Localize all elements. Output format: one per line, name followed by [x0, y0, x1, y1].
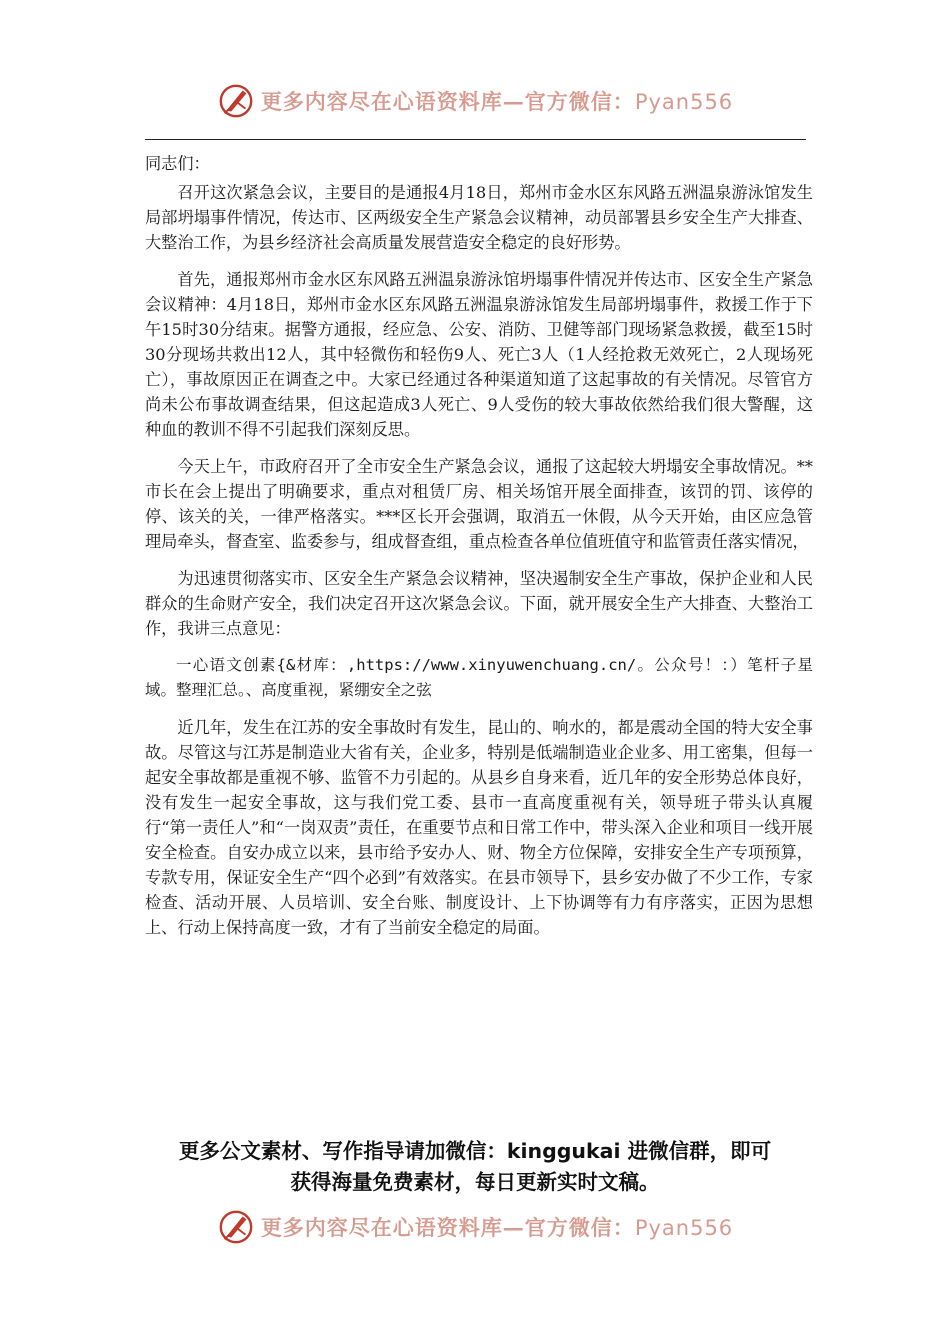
watermark-text: 更多内容尽在心语资料库—官方微信：Pyan556 — [260, 89, 734, 114]
paragraph: 召开这次紧急会议，主要目的是通报4月18日，郑州市金水区东风路五洲温泉游泳馆发生局部坍塌事件情况，传达市、区两级安全生产紧急会议精神，动员部署县乡安全生产大排查、大整治工作，为县乡经济社会高质量发展营造安全稳定的良好形势。 — [145, 183, 813, 252]
watermark-text: 更多内容尽在心语资料库—官方微信：Pyan556 — [260, 1215, 734, 1240]
section-heading-paragraph: 一心语文创素{&材库：,https://www.xinyuwenchuang.cn/。公众号！：）笔杆子星域。整理汇总。、高度重视，紧绷安全之弦 — [145, 656, 813, 699]
document-body — [145, 151, 813, 952]
footer-advertisement — [120, 1136, 830, 1198]
salutation: 同志们： — [145, 154, 210, 173]
header-divider — [145, 139, 806, 140]
footer-ad-line: 更多公文素材、写作指导请加微信：kinggukai 进微信群，即可 — [178, 1139, 772, 1163]
paragraph: 今天上午，市政府召开了全市安全生产紧急会议，通报了这起较大坍塌安全事故情况。**市长在会上提出了明确要求，重点对租赁厂房、相关场馆开展全面排查，该罚的罚、该停的停、该关的关，一律严格落实。***区长开会强调，取消五一休假，从今天开始，由区应急管理局牵头，督查室、监委参与，组成督查组，重点检查各单位值班值守和监管责任落实情况， — [145, 457, 813, 551]
footer-ad-line: 获得海量免费素材，每日更新实时文稿。 — [290, 1170, 660, 1194]
paragraph: 近几年，发生在江苏的安全事故时有发生，昆山的、响水的，都是震动全国的特大安全事故。尽管这与江苏是制造业大省有关，企业多，特别是低端制造业企业多、用工密集，但每一起安全事故都是重视不够、监管不力引起的。从县乡自身来看，近几年的安全形势总体良好，没有发生一起安全事故，这与我们党工委、县市一直高度重视有关，领导班子带头认真履行“第一责任人”和“一岗双责”责任，在重要节点和日常工作中，带头深入企业和项目一线开展安全检查。自安办成立以来，县市给予安办人、财、物全方位保障，安排安全生产专项预算，专款专用，保证安全生产“四个必到”有效落实。在县市领导下，县乡安办做了不少工作，专家检查、活动开展、人员培训、安全台账、制度设计、上下协调等有力有序落实，正因为思想上、行动上保持高度一致，才有了当前安全稳定的局面。 — [145, 718, 813, 937]
header-watermark — [0, 82, 950, 120]
quill-logo-icon — [217, 1208, 255, 1246]
paragraph: 为迅速贯彻落实市、区安全生产紧急会议精神，坚决遏制安全生产事故，保护企业和人民群众的生命财产安全，我们决定召开这次紧急会议。下面，就开展安全生产大排查、大整治工作，我讲三点意见： — [145, 569, 813, 638]
footer-watermark — [0, 1208, 950, 1246]
quill-logo-icon — [217, 82, 255, 120]
paragraph: 首先，通报郑州市金水区东风路五洲温泉游泳馆坍塌事件情况并传达市、区安全生产紧急会议精神：4月18日，郑州市金水区东风路五洲温泉游泳馆发生局部坍塌事件，救援工作于下午15时30分结束。据警方通报，经应急、公安、消防、卫健等部门现场紧急救援，截至15时30分现场共救出12人，其中轻微伤和轻伤9人、死亡3人（1人经抢救无效死亡，2人现场死亡），事故原因正在调查之中。大家已经通过各种渠道知道了这起事故的有关情况。尽管官方尚未公布事故调查结果，但这起造成3人死亡、9人受伤的较大事故依然给我们很大警醒，这种血的教训不得不引起我们深刻反思。 — [145, 270, 813, 439]
